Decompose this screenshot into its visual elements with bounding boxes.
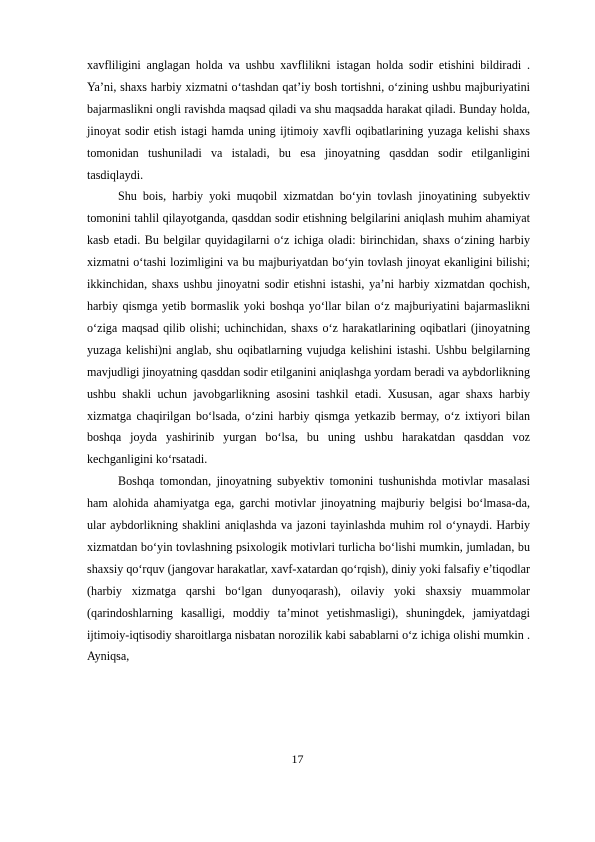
body-text <box>87 55 530 668</box>
paragraph-2: Shu bois, harbiy yoki muqobil xizmatdan bo‘yin tovlash jinoyatining subyektiv tomonini tahlil qilayotganda, qasddan sodir etishning belgilarini aniqlash muhim ahamiyat kasb etadi. Bu belgilar quyidagilarni o‘z ichiga oladi: birinchidan, shaxs o‘zining harbiy xizmatni o‘tashi lozimligini va bu majburiyatdan bo‘yin tovlash jinoyat ekanligini bilishi; ikkinchidan, shaxs ushbu jinoyatni sodir etishni istashi, ya’ni harbiy xizmatdan qochish, harbiy qismga yetib bormaslik yoki boshqa yo‘llar bilan o‘z majburiyatini bajarmaslikni o‘ziga maqsad qilib olishi; uchinchidan, shaxs o‘z harakatlarining oqibatlari (jinoyatning yuzaga kelishi)ni anglab, shu oqibatlarning vujudga kelishini istashi. Ushbu belgilarning mavjudligi jinoyatning qasddan sodir etilganini aniqlashga yordam beradi va aybdorlikning ushbu shakli uchun javobgarlikning asosini tashkil etadi. Xususan, agar shaxs harbiy xizmatga chaqirilgan bo‘lsada, o‘zini harbiy qismga yetkazib bermay, o‘z ixtiyori bilan boshqa joyda yashirinib yurgan bo‘lsa, bu uning ushbu harakatdan qasddan voz kechganligini ko‘rsatadi. <box>87 189 530 467</box>
page-number: 17 <box>291 752 304 766</box>
paragraph-3: Boshqa tomondan, jinoyatning subyektiv tomonini tushunishda motivlar masalasi ham alohida ahamiyatga ega, garchi motivlar jinoyatning majburiy belgisi bo‘lmasa-da, ular aybdorlikning shaklini aniqlashda va jazoni tayinlashda muhim rol o‘ynaydi. Harbiy xizmatdan bo‘yin tovlashning psixologik motivlari turlicha bo‘lishi mumkin, jumladan, bu shaxsiy qo‘rquv (jangovar harakatlar, xavf-xatardan qo‘rqish), diniy yoki falsafiy e’tiqodlar (harbiy xizmatga qarshi bo‘lgan dunyoqarash), oilaviy yoki shaxsiy muammolar (qarindoshlarning kasalligi, moddiy ta’minot yetishmasligi), shuningdek, jamiyatdagi ijtimoiy-iqtisodiy sharoitlarga nisbatan norozilik kabi sabablarni o‘z ichiga olishi mumkin . Ayniqsa, <box>87 474 530 664</box>
paragraph-1: xavfliligini anglagan holda va ushbu xavflilikni istagan holda sodir etishini bildiradi . Ya’ni, shaxs harbiy xizmatni o‘tashdan qat’iy bosh tortishni, o‘zining ushbu majburiyatini bajarmaslikni ongli ravishda maqsad qiladi va shu maqsadda harakat qiladi. Bunday holda, jinoyat sodir etish istagi hamda uning ijtimoiy xavfli oqibatlarining yuzaga kelishi shaxs tomonidan tushuniladi va istaladi, bu esa jinoyatning qasddan sodir etilganligini tasdiqlaydi. <box>87 58 530 182</box>
